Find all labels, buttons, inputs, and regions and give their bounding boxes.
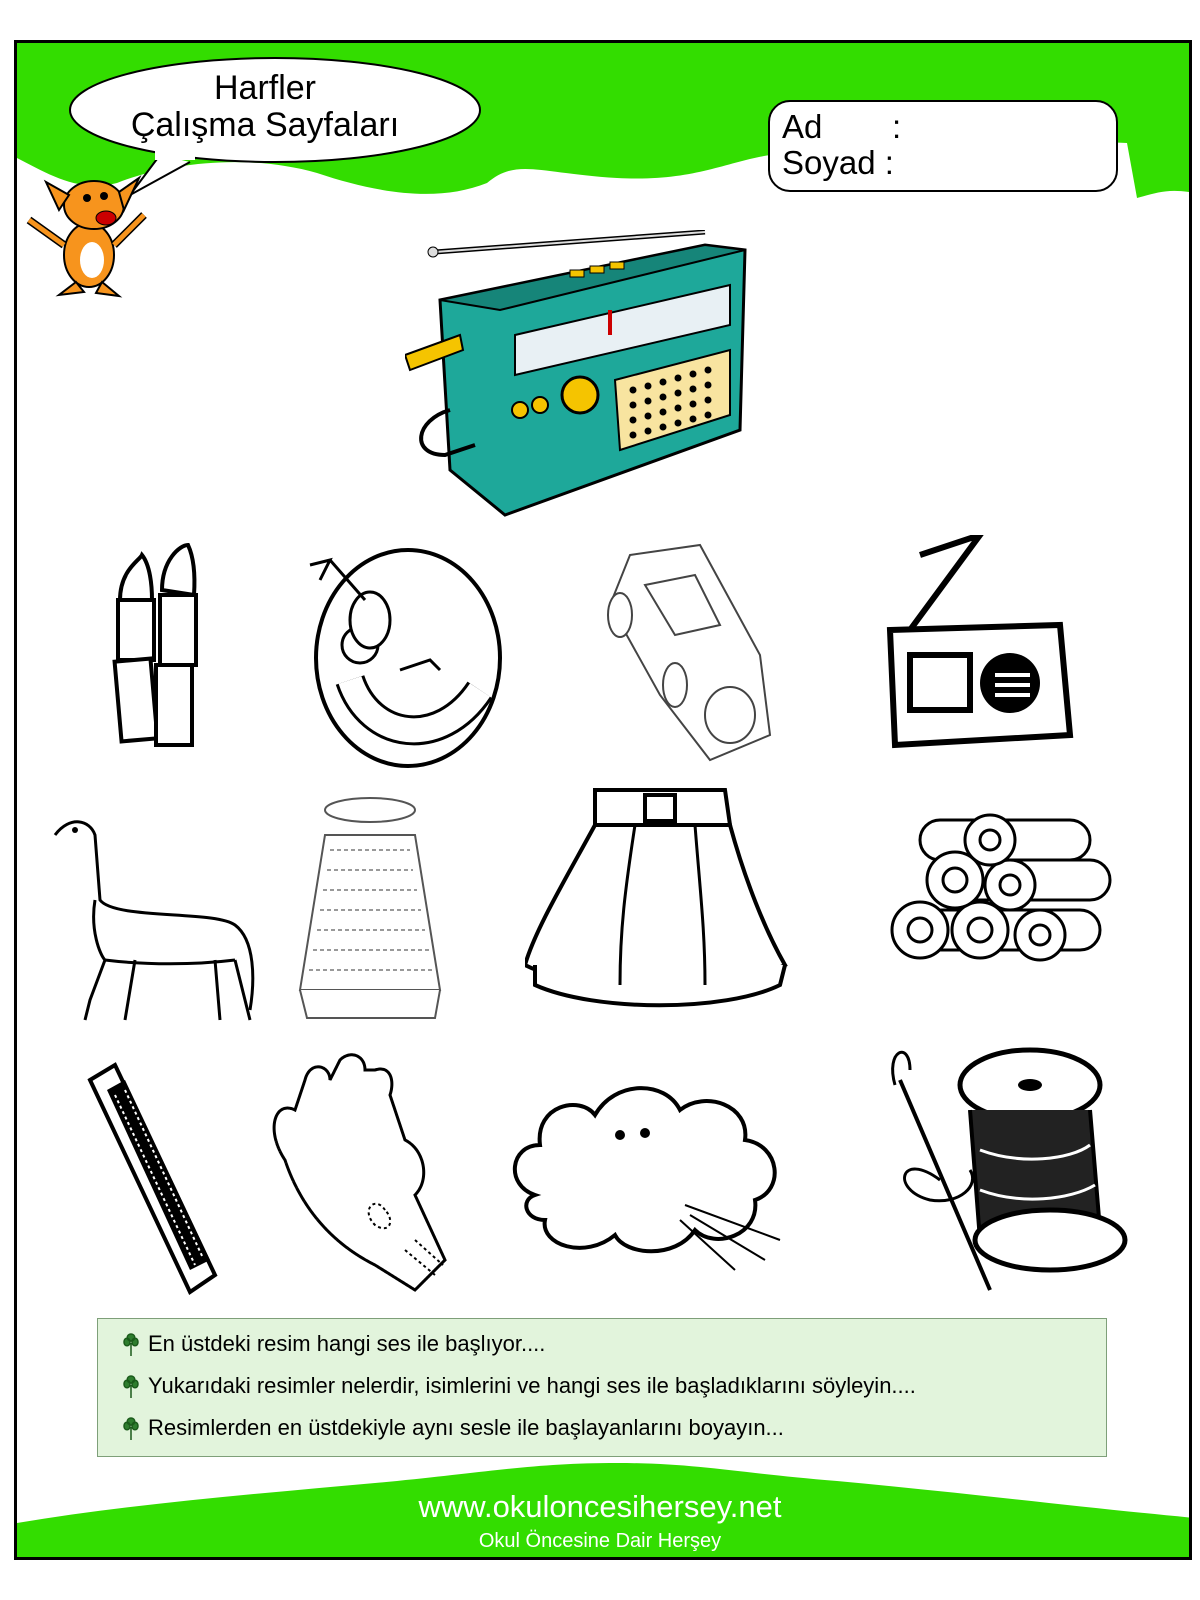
lipstick-icon [100,540,210,760]
ad-row [782,108,902,146]
ad-colon: : [892,108,902,145]
car-icon [600,535,800,765]
grid-radio-icon [870,535,1090,755]
instruction-row-1 [120,1329,545,1359]
instruction-text-1: En üstdeki resim hangi ses ile başlıyor.... [148,1331,546,1356]
footer-url: www.okuloncesihersey.net [418,1489,782,1524]
footer-tagline: Okul Öncesine Dair Herşey [478,1530,722,1552]
skirt-icon [525,780,800,1020]
worm-icon [290,540,510,770]
instruction-text-3: Resimlerden en üstdekiyle aynı sesle ile başlayanlarını boyayın... [148,1415,784,1440]
main-picture-radio-icon [405,230,755,520]
instruction-row-3 [120,1413,784,1443]
bubble-line-1: Harfler [213,69,317,107]
name-box [768,100,1118,192]
clover-bullet-icon [120,1415,142,1441]
instruction-row-2 [120,1371,916,1401]
instructions-box [97,1318,1107,1457]
ad-label: Ad [782,108,823,145]
dog-mascot-icon [24,170,149,300]
glove-icon [265,1050,455,1305]
clover-bullet-icon [120,1331,142,1357]
clover-bullet-icon [120,1373,142,1399]
soyad-colon: : [884,144,894,181]
bubble-line-2: Çalışma Sayfaları [130,106,400,144]
llama-icon [45,810,265,1030]
bubble-title [95,70,435,144]
grater-icon [295,790,465,1030]
soyad-label: Soyad [782,144,876,181]
instruction-text-2: Yukarıdaki resimler nelerdir, isimlerini ve hangi ses ile başladıklarını söyleyin.... [148,1373,916,1398]
soyad-row [782,144,894,182]
thread-spool-icon [880,1040,1140,1300]
comb-icon [85,1060,225,1305]
wind-cloud-icon [505,1075,795,1275]
logs-icon [880,800,1140,990]
